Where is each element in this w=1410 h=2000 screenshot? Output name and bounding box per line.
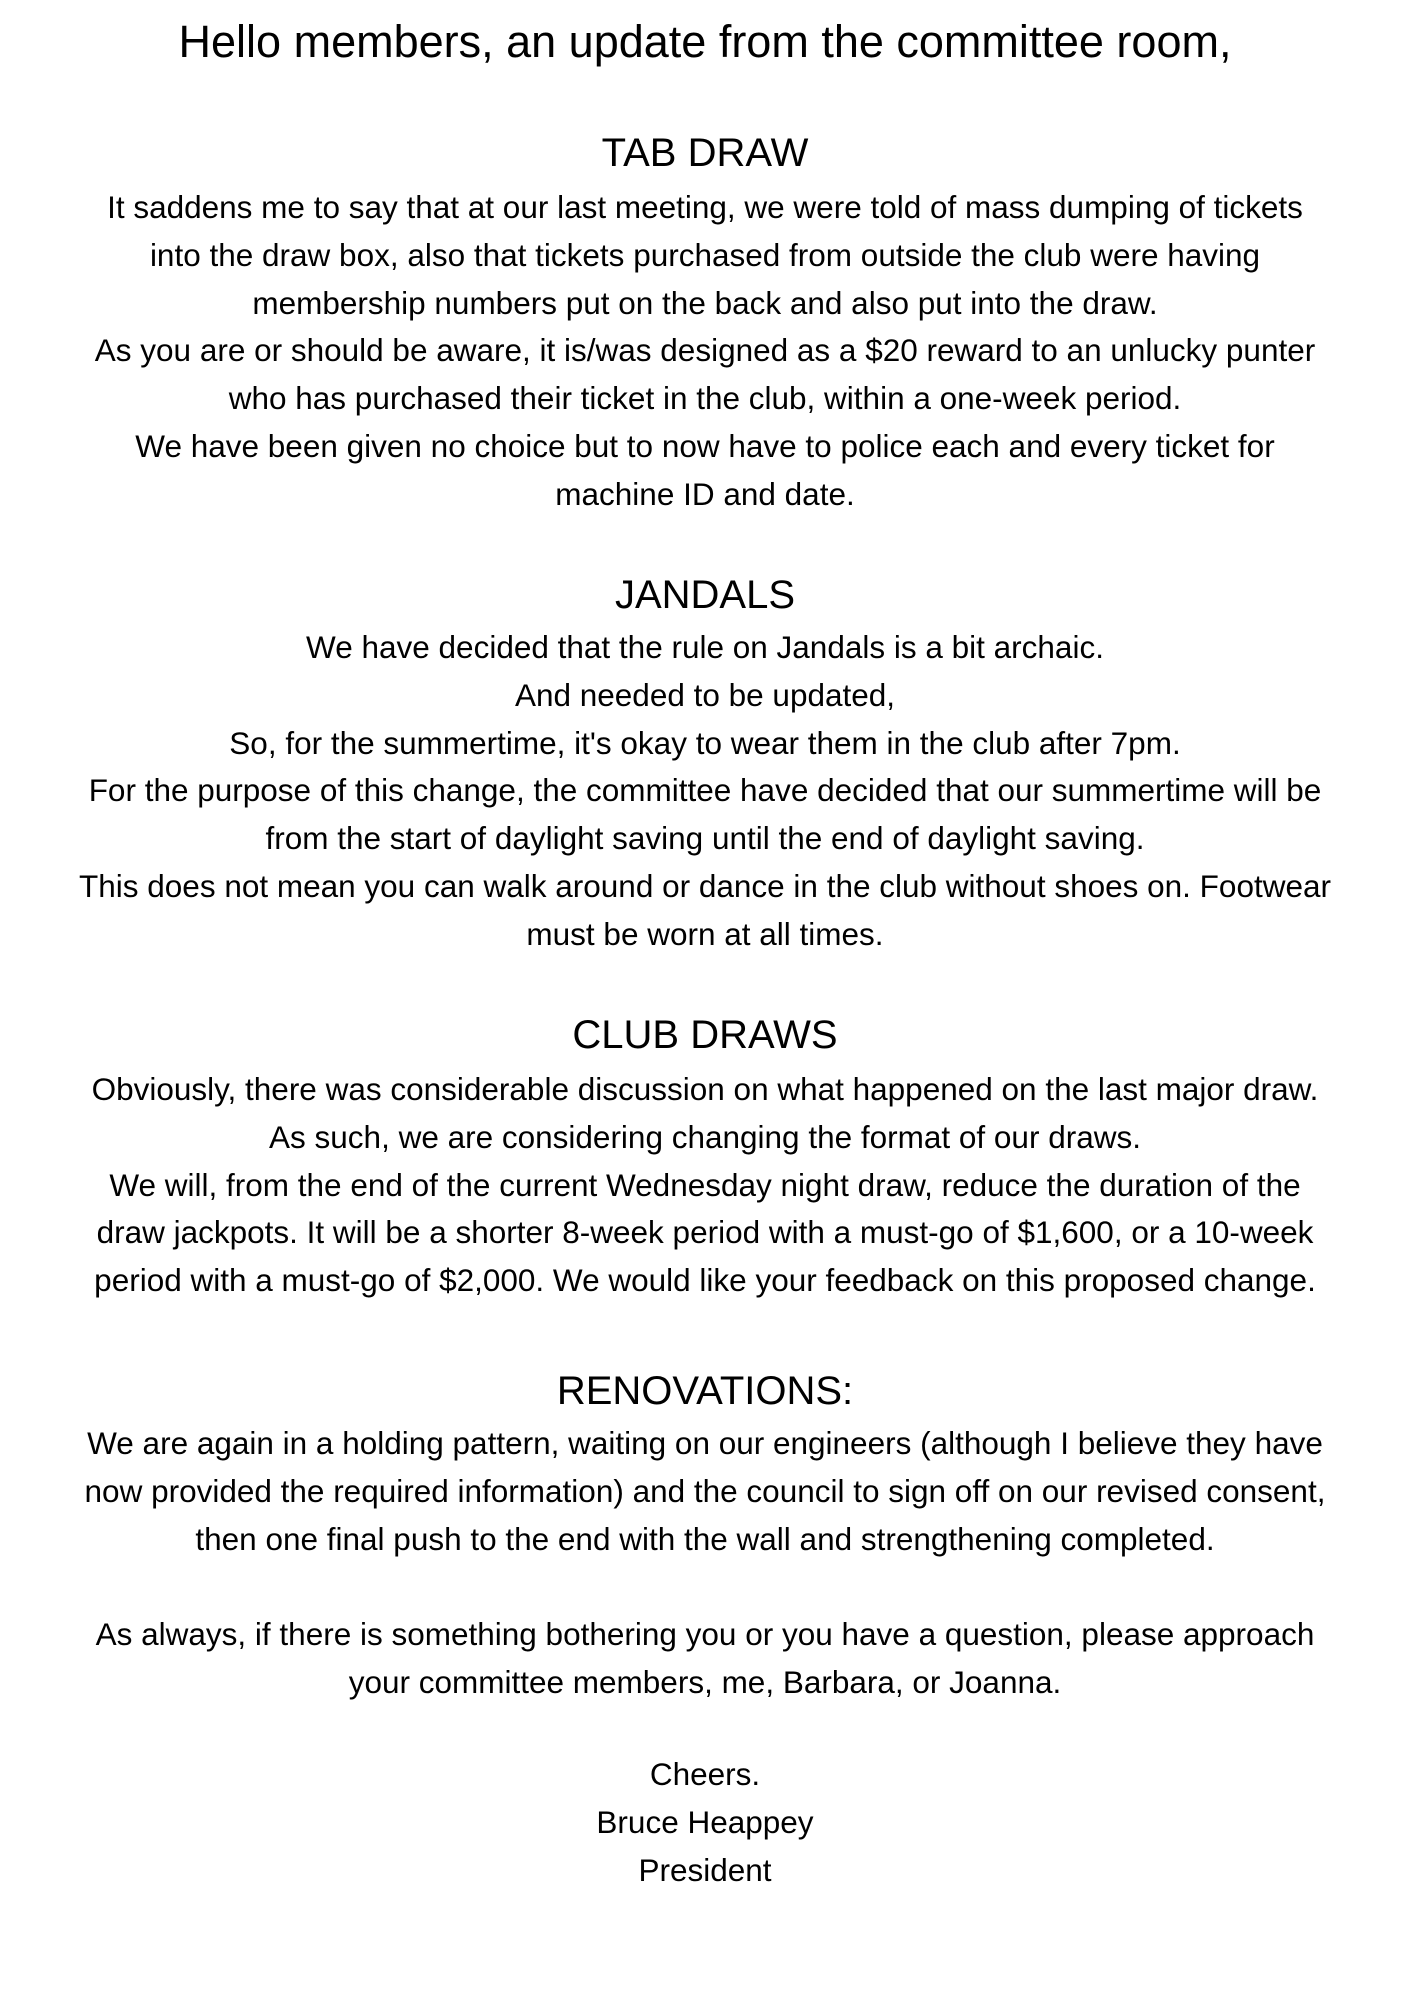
section-heading-jandals: JANDALS bbox=[614, 573, 796, 617]
section-heading-club-draws: CLUB DRAWS bbox=[572, 1013, 838, 1057]
body-line: who has purchased their ticket in the club, within a one-week period. bbox=[228, 380, 1182, 417]
body-line: now provided the required information) and the council to sign off on our revised consent, bbox=[84, 1472, 1326, 1509]
body-line: must be worn at all times. bbox=[526, 915, 884, 952]
body-line: It saddens me to say that at our last meeting, we were told of mass dumping of tickets bbox=[107, 189, 1303, 225]
body-line: For the purpose of this change, the committee have decided that our summertime will be bbox=[88, 772, 1322, 809]
body-line: then one final push to the end with the wall and strengthening completed. bbox=[195, 1520, 1215, 1557]
section-body-club-draws bbox=[0, 1066, 1410, 1305]
section-body-renovations bbox=[0, 1420, 1410, 1563]
body-line: your committee members, me, Barbara, or Joanna. bbox=[348, 1663, 1062, 1700]
body-line: from the start of daylight saving until the end of daylight saving. bbox=[265, 820, 1145, 857]
section-body-tab-draw bbox=[0, 184, 1410, 519]
greeting-title: Hello members, an update from the committee room, bbox=[178, 16, 1232, 67]
signoff-name: Bruce Heappey bbox=[596, 1803, 814, 1840]
body-line: We will, from the end of the current Wednesday night draw, reduce the duration of the bbox=[109, 1166, 1301, 1203]
body-line: So, for the summertime, it's okay to wear them in the club after 7pm. bbox=[229, 724, 1181, 761]
body-line: As such, we are considering changing the format of our draws. bbox=[269, 1118, 1141, 1155]
body-line: We have been given no choice but to now have to police each and every ticket for bbox=[135, 427, 1275, 464]
body-line: into the draw box, also that tickets purchased from outside the club were having bbox=[149, 236, 1261, 273]
body-line: draw jackpots. It will be a shorter 8-week period with a must-go of $1,600, or a 10-week bbox=[96, 1214, 1314, 1251]
body-line: machine ID and date. bbox=[555, 475, 855, 512]
body-line: As you are or should be aware, it is/was designed as a $20 reward to an unlucky punter bbox=[94, 332, 1316, 369]
body-line: period with a must-go of $2,000. We would like your feedback on this proposed change. bbox=[94, 1262, 1316, 1299]
section-heading-tab-draw: TAB DRAW bbox=[601, 131, 809, 175]
body-line: As always, if there is something bothering you or you have a question, please approach bbox=[95, 1616, 1315, 1652]
body-line: We have decided that the rule on Jandals is a bit archaic. bbox=[306, 629, 1104, 665]
body-line: And needed to be updated, bbox=[514, 676, 896, 713]
section-body-jandals bbox=[0, 624, 1410, 959]
closing-paragraph bbox=[0, 1611, 1410, 1707]
body-line: This does not mean you can walk around or dance in the club without shoes on. Footwear bbox=[79, 867, 1331, 904]
signoff-greeting: Cheers. bbox=[649, 1756, 761, 1792]
section-heading-renovations: RENOVATIONS: bbox=[556, 1369, 854, 1413]
body-line: Obviously, there was considerable discussion on what happened on the last major draw. bbox=[91, 1071, 1319, 1107]
signoff-block bbox=[0, 1751, 1410, 1894]
body-line: membership numbers put on the back and also put into the draw. bbox=[252, 284, 1158, 321]
body-line: We are again in a holding pattern, waiting on our engineers (although I believe they have bbox=[87, 1425, 1323, 1461]
signoff-title: President bbox=[638, 1851, 772, 1888]
